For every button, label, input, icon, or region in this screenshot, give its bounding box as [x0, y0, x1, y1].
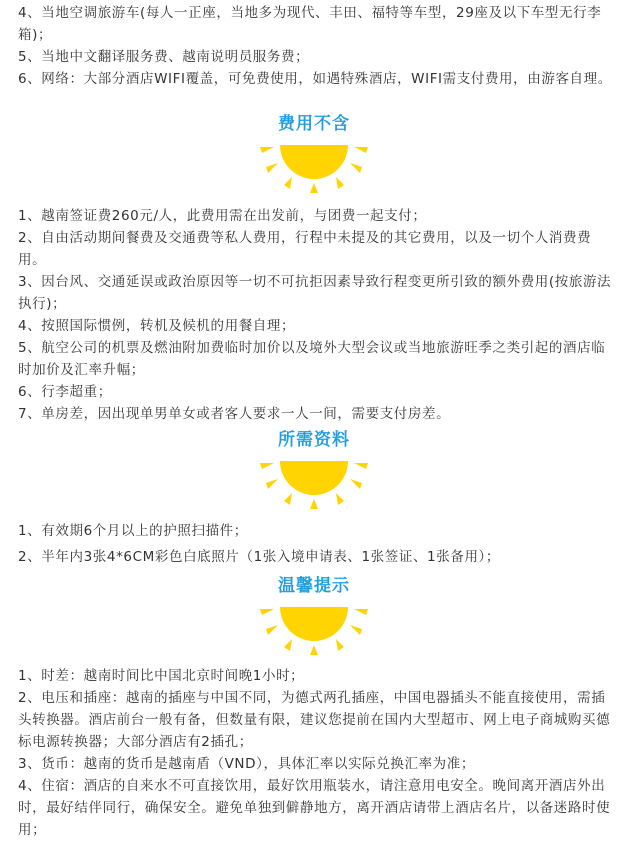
not-included-item-7: 7、单房差，因出现单男单女或者客人要求一人一间，需要支付房差。 [18, 406, 451, 422]
not-included-item-6: 6、行李超重； [18, 384, 112, 400]
section-title-tips: 温馨提示 [278, 576, 350, 596]
tips-item-4: 4、住宿：酒店的自来水不可直接饮用，最好饮用瓶装水，请注意用电安全。晚间离开酒店外出时，最好结伴同行，确保安全。避免单独到僻静地方，离开酒店请带上酒店名片，以备迷路时使用； [18, 778, 611, 838]
required-docs-item-1: 1、有效期6个月以上的护照扫描件； [18, 523, 248, 539]
tips-item-1: 1、时差：越南时间比中国北京时间晚1小时； [18, 668, 305, 684]
sun-icon [254, 595, 374, 657]
not-included-item-4: 4、按照国际惯例，转机及候机的用餐自理； [18, 318, 296, 334]
included-item-5: 5、当地中文翻译服务费、越南说明员服务费； [18, 49, 310, 65]
section-header-tips [0, 575, 628, 661]
included-item-6: 6、网络：大部分酒店WIFI覆盖，可免费使用，如遇特殊酒店，WIFI需支付费用，由游客自理。 [18, 71, 612, 87]
not-included-item-2: 2、自由活动期间餐费及交通费等私人费用，行程中未提及的其它费用，以及一切个人消费费用。 [18, 230, 592, 268]
not-included-item-1: 1、越南签证费260元/人，此费用需在出发前，与团费一起支付； [18, 208, 427, 224]
section-header-required-docs [0, 429, 628, 515]
section-header-not-included [0, 113, 628, 199]
included-item-4: 4、当地空调旅游车(每人一正座，当地多为现代、丰田、福特等车型，29座及以下车型无行李箱)； [18, 5, 602, 43]
sun-icon [254, 133, 374, 195]
not-included-item-3: 3、因台风、交通延误或政治原因等一切不可抗拒因素导致行程变更所引致的额外费用(按旅游法执行)； [18, 274, 612, 312]
required-docs-item-2: 2、半年内3张4*6CM彩色白底照片（1张入境申请表、1张签证、1张备用）； [18, 549, 500, 565]
section-title-not-included: 费用不含 [278, 114, 350, 134]
sun-icon [254, 449, 374, 511]
section-title-required-docs: 所需资料 [278, 430, 350, 450]
not-included-item-5: 5、航空公司的机票及燃油附加费临时加价以及境外大型会议或当地旅游旺季之类引起的酒店临时加价及汇率升幅； [18, 340, 606, 378]
tips-item-3: 3、货币：越南的货币是越南盾（VND），具体汇率以实际兑换汇率为准； [18, 756, 475, 772]
tips-item-2: 2、电压和插座：越南的插座与中国不同，为德式两孔插座，中国电器插头不能直接使用，需插头转换器。酒店前台一般有备，但数量有限，建议您提前在国内大型超市、网上电子商城购买德标电源转换器；大部分酒店有2插孔； [18, 690, 611, 750]
